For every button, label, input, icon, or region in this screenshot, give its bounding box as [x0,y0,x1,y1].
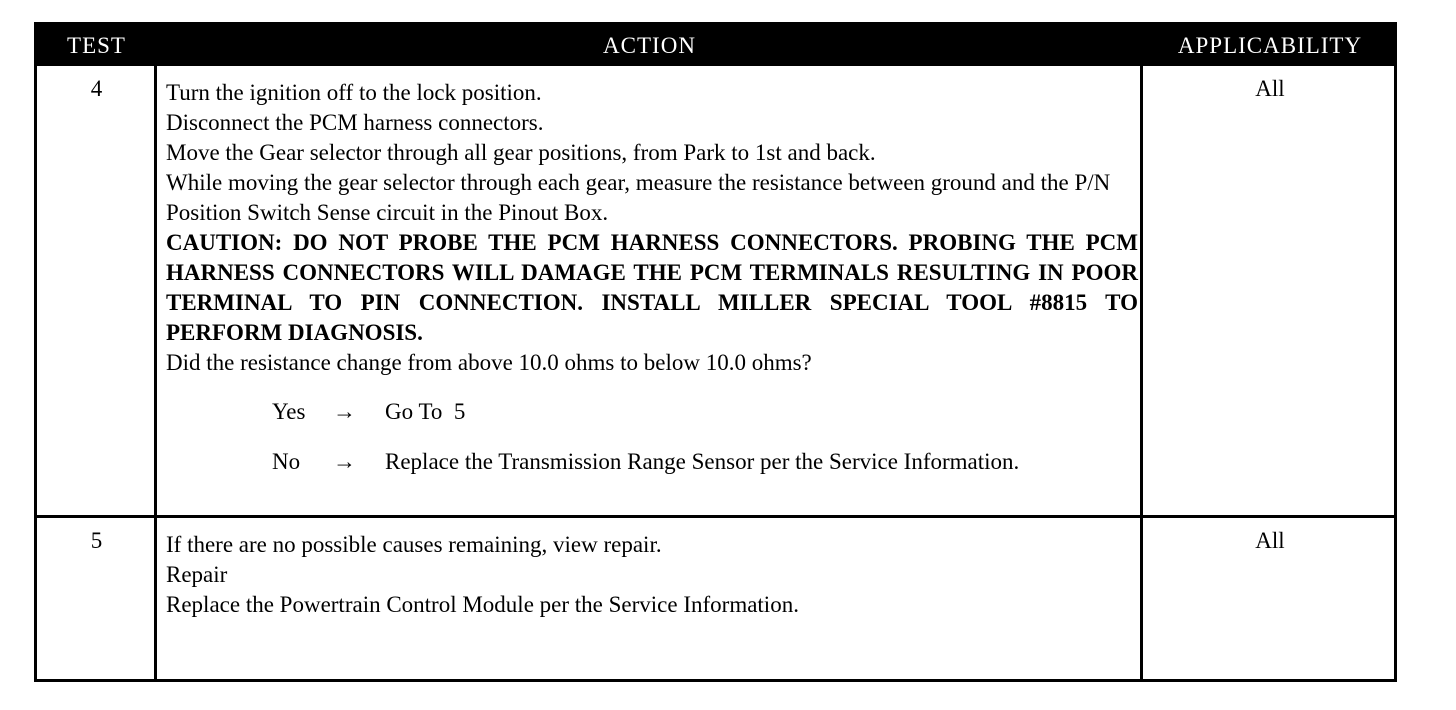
no-result: Replace the Transmission Range Sensor per the Service Information. [385,449,1020,474]
no-label: No [272,449,301,474]
applicability-cell: All [1255,528,1285,553]
action-line: Move the Gear selector through all gear positions, from Park to 1st and back. [166,140,876,165]
action-line: Turn the ignition off to the lock position. [166,80,542,105]
question-text: Did the resistance change from above 10.0 ohms to below 10.0 ohms? [166,350,812,375]
action-line: Disconnect the PCM harness connectors. [166,110,544,135]
repair-text: Replace the Powertrain Control Module per the Service Information. [166,592,799,617]
header-action: ACTION [603,33,696,58]
table-row [37,518,1394,682]
action-cell [166,530,1138,620]
header-test: TEST [67,33,126,58]
right-arrow-icon: → [333,399,356,424]
table-header [37,25,1394,66]
header-applicability: APPLICABILITY [1177,33,1363,58]
action-line: If there are no possible causes remaining, view repair. [166,532,662,557]
right-arrow-icon: → [333,449,356,474]
yes-label: Yes [272,399,306,424]
test-number: 5 [90,528,103,553]
applicability-cell: All [1255,76,1285,101]
yes-result: Go To 5 [385,399,466,424]
yes-option [166,397,1138,427]
action-cell [166,78,1138,507]
action-line: While moving the gear selector through each gear, measure the resistance between ground and the P/N Position Switch Sense circuit in the Pinout Box. [166,170,1111,225]
test-number: 4 [90,76,103,101]
table-row [37,66,1394,515]
repair-label: Repair [166,562,228,587]
diagnostic-table [34,22,1397,682]
no-option [166,447,1138,507]
caution-text: CAUTION: DO NOT PROBE THE PCM HARNESS CONNECTORS. PROBING THE PCM HARNESS CONNECTORS WILL DAMAGE THE PCM TERMINALS RESULTING IN POOR TERMINAL TO PIN CONNECTION. INSTALL MILLER SPECIAL TOOL #8815 TO PERFORM DIAGNOSIS. [166,230,1138,345]
